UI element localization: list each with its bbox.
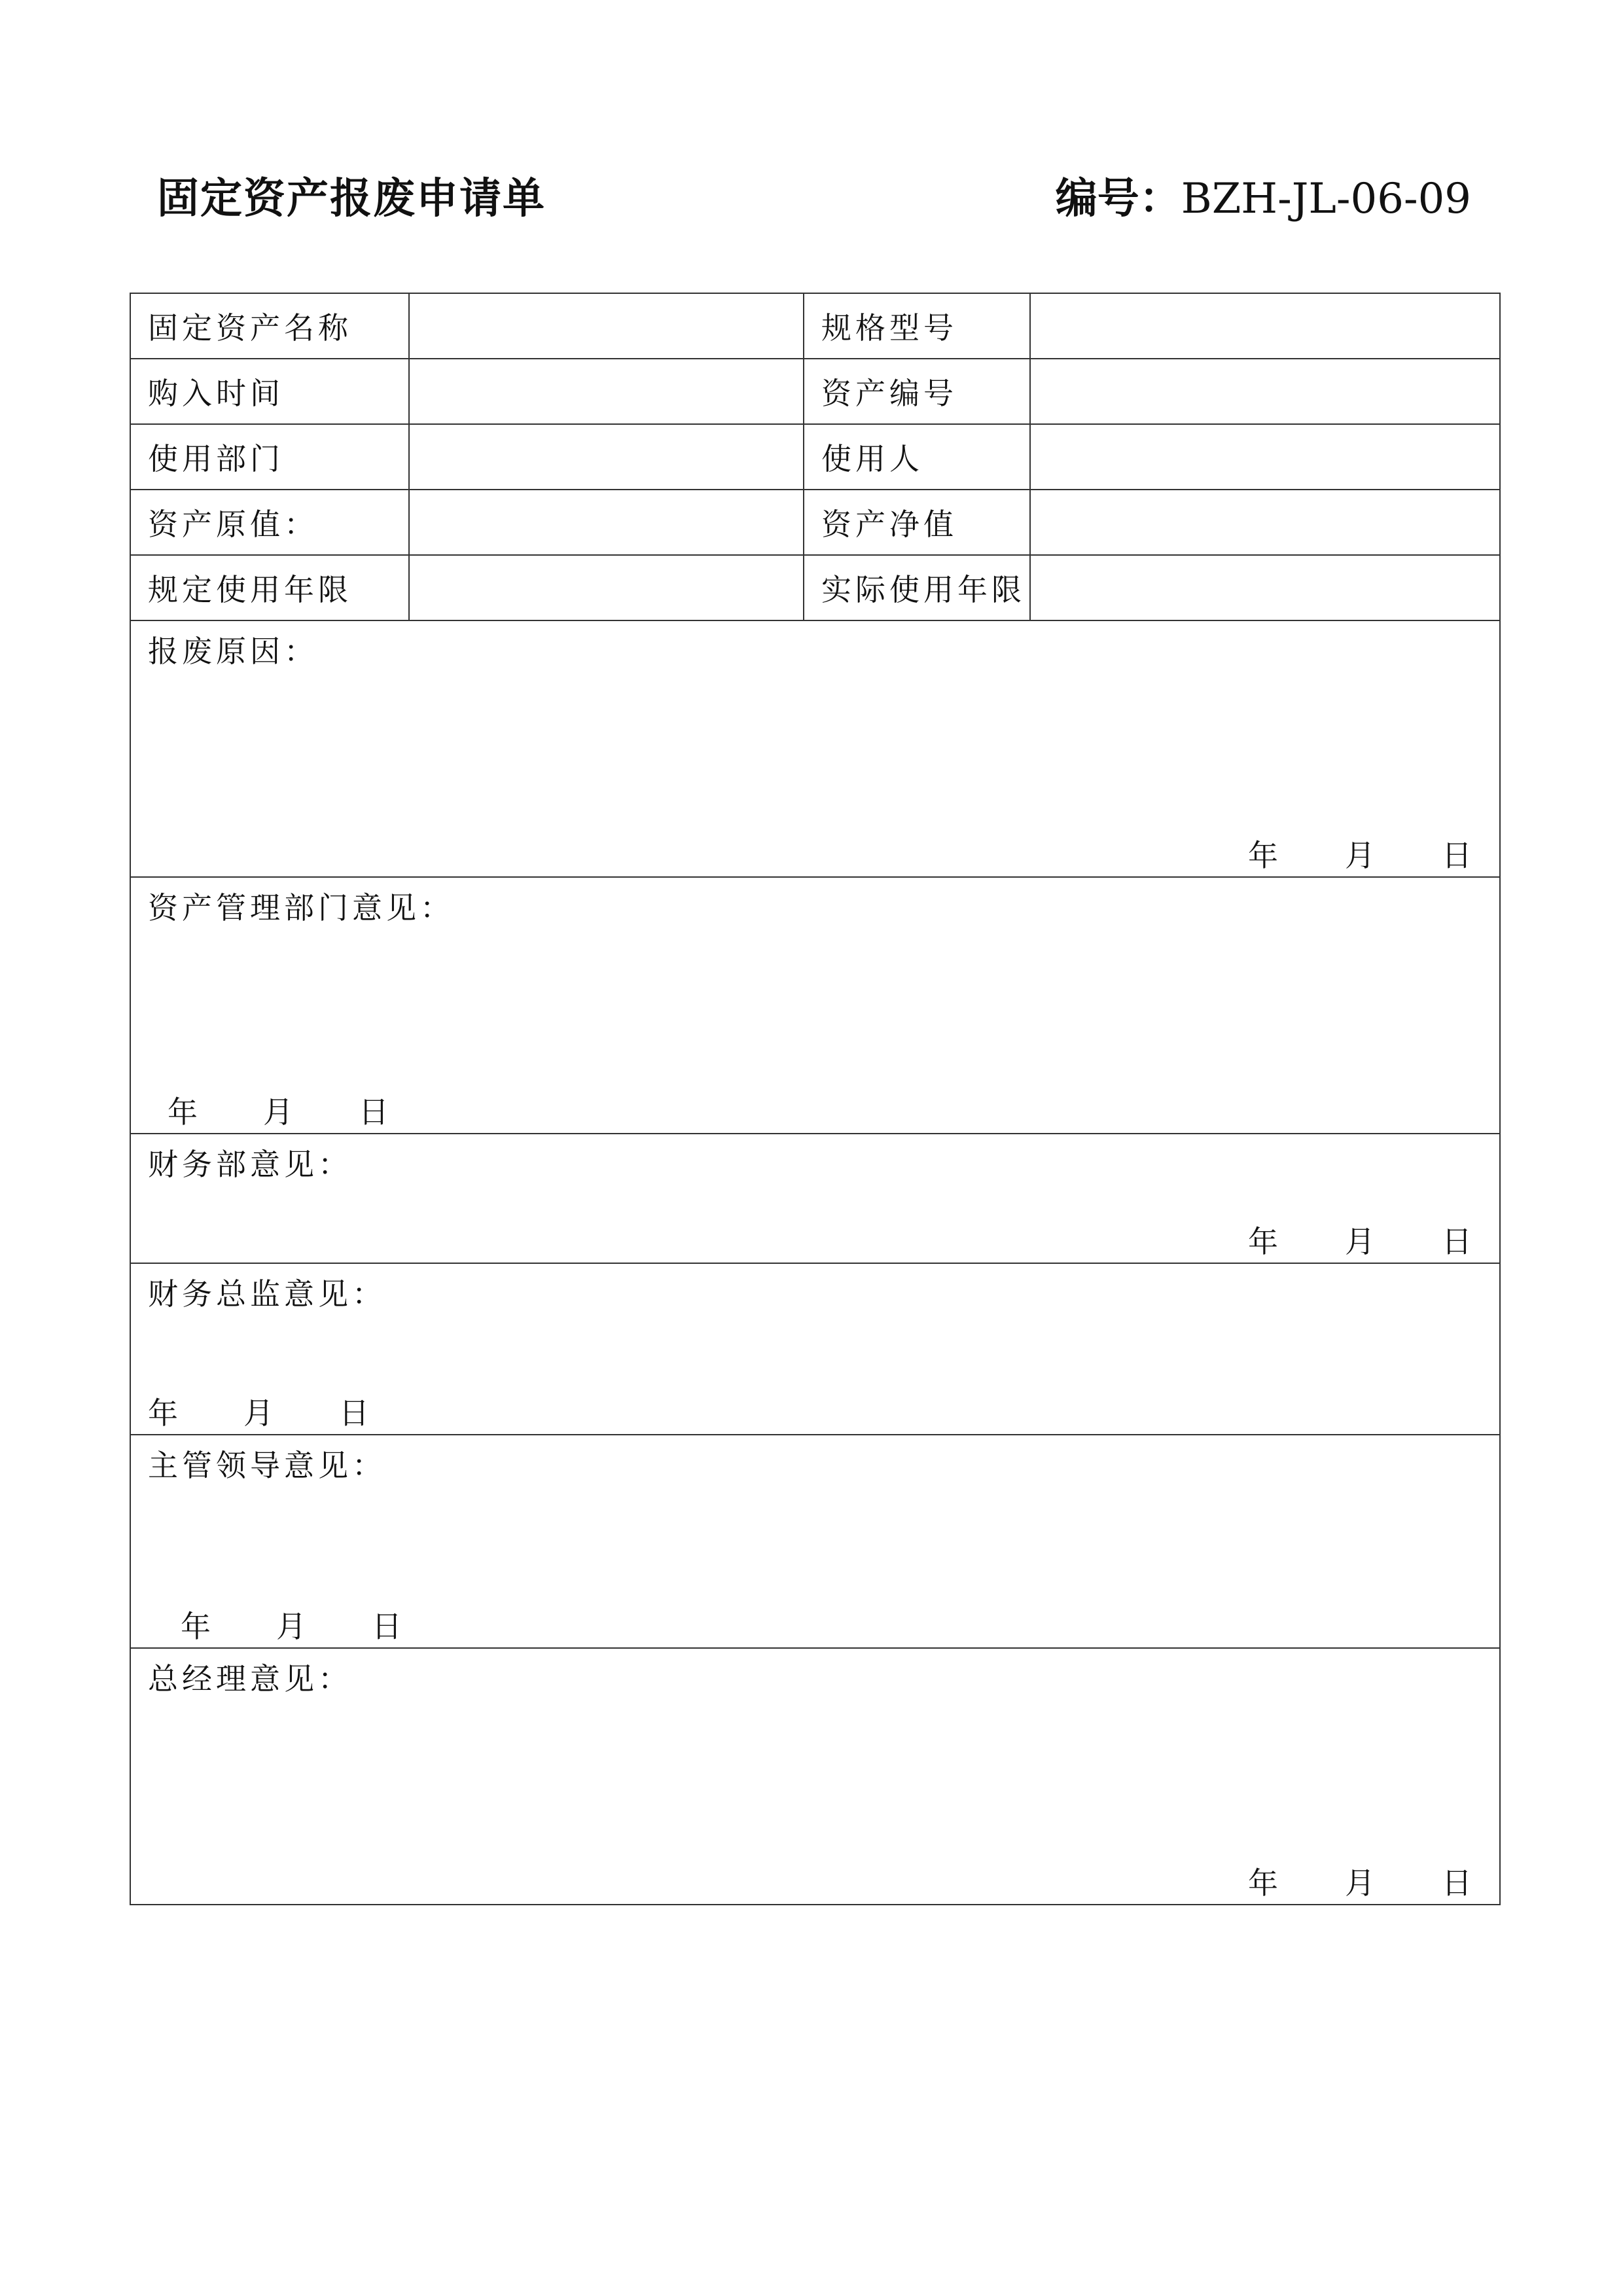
asset-number-label: 资产编号 <box>804 359 1030 424</box>
date-day: 日 <box>372 1609 402 1644</box>
date-year: 年 <box>168 1094 198 1130</box>
section-row <box>130 620 1500 877</box>
user-field[interactable] <box>1030 424 1500 490</box>
general-manager-opinion-section[interactable] <box>130 1648 1500 1905</box>
page-title: 固定资产报废申请单 <box>157 175 546 223</box>
field-row <box>130 424 1500 490</box>
field-row <box>130 490 1500 555</box>
supervisor-opinion-label: 主管领导意见： <box>148 1448 386 1483</box>
date-day: 日 <box>1442 838 1472 873</box>
date-month: 月 <box>276 1609 306 1644</box>
model-spec-field[interactable] <box>1030 293 1500 359</box>
date-year: 年 <box>1248 1224 1278 1259</box>
department-label: 使用部门 <box>130 424 409 490</box>
model-spec-label: 规格型号 <box>804 293 1030 359</box>
purchase-date-field[interactable] <box>409 359 804 424</box>
date-month: 月 <box>1345 1224 1375 1259</box>
field-row <box>130 555 1500 620</box>
field-row <box>130 293 1500 359</box>
cfo-opinion-label: 财务总监意见： <box>148 1276 386 1312</box>
date-year: 年 <box>1248 1865 1278 1901</box>
date-year: 年 <box>181 1609 211 1644</box>
document-number <box>1056 165 1471 225</box>
date-day: 日 <box>359 1094 389 1130</box>
date-day: 日 <box>339 1395 369 1431</box>
finance-dept-opinion-section[interactable] <box>130 1134 1500 1263</box>
field-row <box>130 359 1500 424</box>
date-month: 月 <box>243 1395 274 1431</box>
purchase-date-label: 购入时间 <box>130 359 409 424</box>
supervisor-opinion-section[interactable] <box>130 1435 1500 1648</box>
asset-dept-opinion-section[interactable] <box>130 877 1500 1134</box>
date-year: 年 <box>148 1395 178 1431</box>
document-number-label: 编号： <box>1055 175 1181 223</box>
date-day: 日 <box>1442 1224 1472 1259</box>
net-value-field[interactable] <box>1030 490 1500 555</box>
original-value-field[interactable] <box>409 490 804 555</box>
asset-dept-opinion-label: 资产管理部门意见： <box>148 890 454 925</box>
general-manager-opinion-label: 总经理意见： <box>148 1661 352 1696</box>
actual-life-label: 实际使用年限 <box>804 555 1030 620</box>
cfo-opinion-section[interactable] <box>130 1263 1500 1435</box>
prescribed-life-field[interactable] <box>409 555 804 620</box>
user-label: 使用人 <box>804 424 1030 490</box>
date-line <box>181 1603 402 1646</box>
section-row <box>130 1134 1500 1263</box>
actual-life-field[interactable] <box>1030 555 1500 620</box>
scrap-reason-label: 报废原因： <box>148 634 318 669</box>
date-month: 月 <box>1345 838 1375 873</box>
date-line <box>1248 1859 1472 1903</box>
section-row <box>130 1648 1500 1905</box>
date-line <box>168 1088 389 1132</box>
asset-name-label: 固定资产名称 <box>130 293 409 359</box>
asset-name-field[interactable] <box>409 293 804 359</box>
section-row <box>130 1263 1500 1435</box>
document-number-value: BZH-JL-06-09 <box>1181 175 1471 223</box>
date-line <box>148 1390 369 1433</box>
scrap-application-form <box>130 293 1501 1905</box>
date-month: 月 <box>263 1094 293 1130</box>
finance-dept-opinion-label: 财务部意见： <box>148 1147 352 1182</box>
original-value-label: 资产原值： <box>130 490 409 555</box>
scrap-reason-section[interactable] <box>130 620 1500 877</box>
date-month: 月 <box>1345 1865 1375 1901</box>
section-row <box>130 1435 1500 1648</box>
section-row <box>130 877 1500 1134</box>
prescribed-life-label: 规定使用年限 <box>130 555 409 620</box>
asset-number-field[interactable] <box>1030 359 1500 424</box>
department-field[interactable] <box>409 424 804 490</box>
date-line <box>1248 1218 1472 1261</box>
date-line <box>1248 832 1472 875</box>
net-value-label: 资产净值 <box>804 490 1030 555</box>
date-year: 年 <box>1248 838 1278 873</box>
date-day: 日 <box>1442 1865 1472 1901</box>
